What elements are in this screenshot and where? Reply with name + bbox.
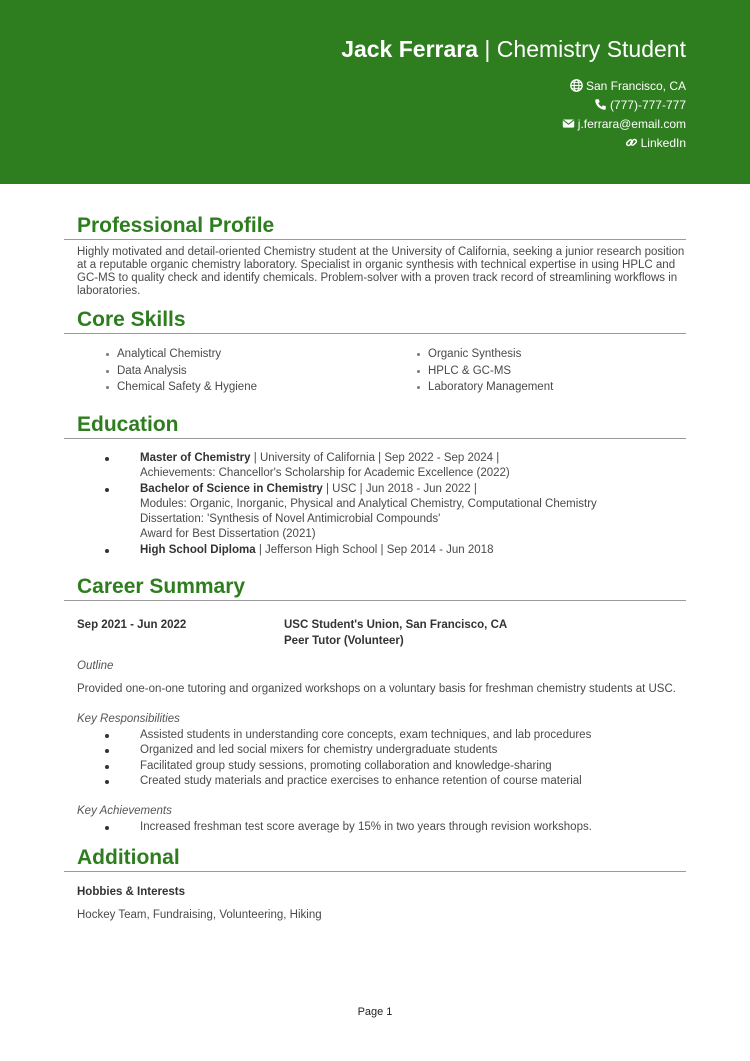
skill-item: Laboratory Management bbox=[375, 379, 686, 396]
achievements-list bbox=[64, 820, 686, 835]
job-header bbox=[64, 618, 686, 649]
phone-icon bbox=[594, 98, 607, 111]
education-section bbox=[64, 412, 686, 558]
contact-phone: (777)-777-777 bbox=[562, 95, 686, 114]
skills-section bbox=[64, 307, 686, 396]
hobbies-label: Hobbies & Interests bbox=[77, 886, 185, 898]
skill-item: Chemical Safety & Hygiene bbox=[64, 379, 375, 396]
title-separator: | bbox=[484, 36, 491, 62]
contact-location: San Francisco, CA bbox=[562, 76, 686, 95]
education-item: High School Diploma | Jefferson High School | Sep 2014 - Jun 2018 bbox=[64, 543, 686, 558]
list-item: Organized and led social mixers for chemistry undergraduate students bbox=[64, 743, 686, 758]
bullet-icon bbox=[105, 734, 109, 738]
contact-linkedin[interactable]: LinkedIn bbox=[562, 133, 686, 152]
education-item: Master of Chemistry | University of California | Sep 2022 - Sep 2024 | Achievements: Chancellor's Scholarship for Academic Excellence (2022) bbox=[64, 451, 686, 482]
outline-label: Outline bbox=[77, 660, 114, 672]
envelope-icon bbox=[562, 117, 575, 130]
bullet-icon bbox=[105, 765, 109, 769]
header-title bbox=[341, 34, 686, 64]
job-position: Peer Tutor (Volunteer) bbox=[284, 634, 404, 647]
education-list bbox=[64, 451, 686, 558]
globe-icon bbox=[570, 79, 583, 92]
candidate-name: Jack Ferrara bbox=[341, 36, 479, 62]
list-item: Facilitated group study sessions, promoting collaboration and knowledge-sharing bbox=[64, 759, 686, 774]
bullet-icon bbox=[105, 826, 109, 830]
additional-section bbox=[64, 845, 686, 922]
section-title: Additional bbox=[64, 845, 686, 872]
list-item: Created study materials and practice exercises to enhance retention of course material bbox=[64, 774, 686, 789]
bullet-icon bbox=[105, 549, 109, 553]
section-title: Core Skills bbox=[64, 307, 686, 334]
bullet-icon bbox=[105, 780, 109, 784]
link-icon bbox=[625, 136, 638, 149]
bullet-icon bbox=[105, 749, 109, 753]
candidate-role: Chemistry Student bbox=[496, 36, 686, 62]
job-dates: Sep 2021 - Jun 2022 bbox=[77, 619, 187, 631]
page-number: Page 1 bbox=[357, 1006, 393, 1018]
list-item: Assisted students in understanding core concepts, exam techniques, and lab procedures bbox=[64, 728, 686, 743]
skill-item: Organic Synthesis bbox=[375, 346, 686, 363]
contact-email[interactable]: j.ferrara@email.com bbox=[562, 114, 686, 133]
skill-item: Data Analysis bbox=[64, 363, 375, 380]
resume-header bbox=[0, 0, 750, 184]
list-item: Increased freshman test score average by 15% in two years through revision workshops. bbox=[64, 820, 686, 835]
responsibilities-list bbox=[64, 728, 686, 789]
education-item: Bachelor of Science in Chemistry | USC | Jun 2018 - Jun 2022 | Modules: Organic, Inorganic, Physical and Analytical Chemistry, Computational Chemistry Dissertation: 'Synthesis of Novel Antimicrobial Compounds' Award for Best Dissertation (2021) bbox=[64, 482, 686, 543]
career-section bbox=[64, 574, 686, 835]
job-organization: USC Student's Union, San Francisco, CA bbox=[284, 619, 508, 631]
skills-list bbox=[64, 346, 686, 396]
profile-section bbox=[64, 213, 686, 298]
section-title: Career Summary bbox=[64, 574, 686, 601]
bullet-icon bbox=[105, 488, 109, 492]
section-title: Education bbox=[64, 412, 686, 439]
outline-text: Provided one-on-one tutoring and organized workshops on a voluntary basis for freshman chemistry students at USC. bbox=[77, 683, 676, 695]
bullet-icon bbox=[105, 457, 109, 461]
contact-list bbox=[562, 76, 686, 152]
responsibilities-label: Key Responsibilities bbox=[77, 713, 180, 725]
profile-text: Highly motivated and detail-oriented Chemistry student at the University of California, seeking a junior research position at a reputable organic chemistry laboratory. Specialist in organic synthesis with technical expertise in using HPLC and GC-MS to quality check and identify chemicals. Problem-solver with a proven track record of streamlining workflows in laboratories. bbox=[77, 246, 685, 297]
skill-item: HPLC & GC-MS bbox=[375, 363, 686, 380]
hobbies-text: Hockey Team, Fundraising, Volunteering, Hiking bbox=[77, 909, 322, 921]
section-title: Professional Profile bbox=[64, 213, 686, 240]
skill-item: Analytical Chemistry bbox=[64, 346, 375, 363]
achievements-label: Key Achievements bbox=[77, 805, 172, 818]
